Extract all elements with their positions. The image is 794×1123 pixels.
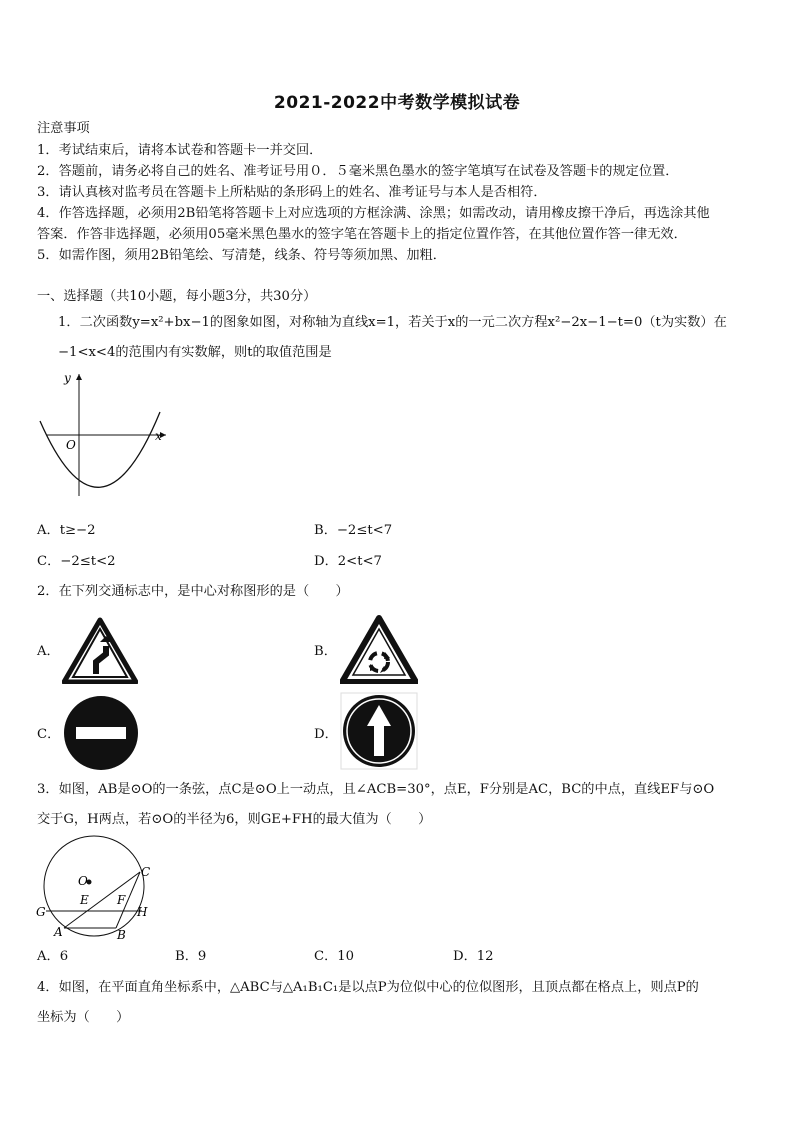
- q3-stem-line2: 交于G，H两点，若⊙O的半径为6，则GE+FH的最大值为（ ）: [37, 812, 432, 827]
- q3-option-a[interactable]: A．6: [37, 949, 69, 964]
- q1-stem-line1: 1．二次函数y=x²+bx−1的图象如图，对称轴为直线x=1，若关于x的一元二次方程x²−2x−1−t=0（t为实数）在: [58, 315, 727, 330]
- label-b: B: [117, 928, 126, 942]
- q2-stem: 2．在下列交通标志中，是中心对称图形的是（ ）: [37, 584, 349, 599]
- label-a: A: [54, 925, 63, 939]
- origin-label: O: [66, 438, 76, 452]
- parabola-curve: [40, 412, 160, 487]
- label-e: E: [80, 893, 89, 907]
- q2-option-d-label[interactable]: D．: [314, 727, 338, 742]
- notice-item-4-cont: 答案．作答非选择题，必须用05毫米黑色墨水的签字笔在答题卡上的指定位置作答，在其他位置作答一律无效．: [37, 227, 687, 242]
- y-axis-label: y: [64, 371, 71, 385]
- q3-stem-line1: 3．如图，AB是⊙O的一条弦，点C是⊙O上一动点，且∠ACB=30°，点E，F分别是AC，BC的中点，直线EF与⊙O: [37, 782, 715, 797]
- notice-item-3: 3．请认真核对监考员在答题卡上所粘贴的条形码上的姓名、准考证号与本人是否相符．: [37, 185, 547, 200]
- notice-item-2: 2．答题前，请务必将自己的姓名、准考证号用０．５毫米黑色墨水的签字笔填写在试卷及答题卡的规定位置．: [37, 164, 679, 179]
- label-o: O: [78, 874, 88, 888]
- q1-option-b[interactable]: B．−2≤t<7: [314, 523, 393, 538]
- q1-option-c[interactable]: C．−2≤t<2: [37, 554, 116, 569]
- sign-d-straight-ahead-icon[interactable]: [340, 692, 418, 770]
- q2-option-a-label[interactable]: A．: [37, 644, 60, 659]
- label-f: F: [117, 893, 126, 907]
- label-h: H: [137, 905, 148, 919]
- y-axis-arrow: [76, 374, 82, 380]
- q4-stem-line2: 坐标为（ ）: [37, 1010, 130, 1025]
- q1-option-a[interactable]: A．t≥−2: [37, 523, 96, 538]
- label-c: C: [141, 865, 151, 879]
- sign-a-double-bend-icon[interactable]: [62, 616, 138, 684]
- section-heading: 一、选择题（共10小题，每小题3分，共30分）: [37, 289, 317, 304]
- q3-option-c[interactable]: C．10: [314, 949, 355, 964]
- q2-option-b-label[interactable]: B．: [314, 644, 337, 659]
- q3-option-d[interactable]: D．12: [453, 949, 494, 964]
- q3-circle-figure: [34, 834, 154, 944]
- notice-heading: 注意事项: [37, 121, 90, 136]
- q4-stem-line1: 4．如图，在平面直角坐标系中，△ABC与△A₁B₁C₁是以点P为位似中心的位似图形，且顶点都在格点上，则点P的: [37, 980, 699, 995]
- notice-item-5: 5．如需作图，须用2B铅笔绘、写清楚，线条、符号等须加黑、加粗．: [37, 248, 446, 263]
- x-axis-label: x: [155, 429, 162, 443]
- q1-stem-line2: −1<x<4的范围内有实数解，则t的取值范围是: [58, 345, 332, 360]
- q2-option-c-label[interactable]: C．: [37, 727, 61, 742]
- sign-b-roundabout-icon[interactable]: [340, 614, 418, 684]
- q1-option-d[interactable]: D．2<t<7: [314, 554, 382, 569]
- label-g: G: [36, 905, 46, 919]
- exam-title: 2021-2022中考数学模拟试卷: [273, 93, 521, 113]
- q1-parabola-graph: [34, 368, 174, 503]
- notice-item-4: 4．作答选择题，必须用2B铅笔将答题卡上对应选项的方框涂满、涂黑；如需改动，请用橡皮擦干净后，再选涂其他: [37, 206, 710, 221]
- notice-item-1: 1．考试结束后，请将本试卷和答题卡一并交回．: [37, 143, 323, 158]
- q3-option-b[interactable]: B．9: [175, 949, 207, 964]
- sign-c-no-entry-icon[interactable]: [62, 694, 140, 772]
